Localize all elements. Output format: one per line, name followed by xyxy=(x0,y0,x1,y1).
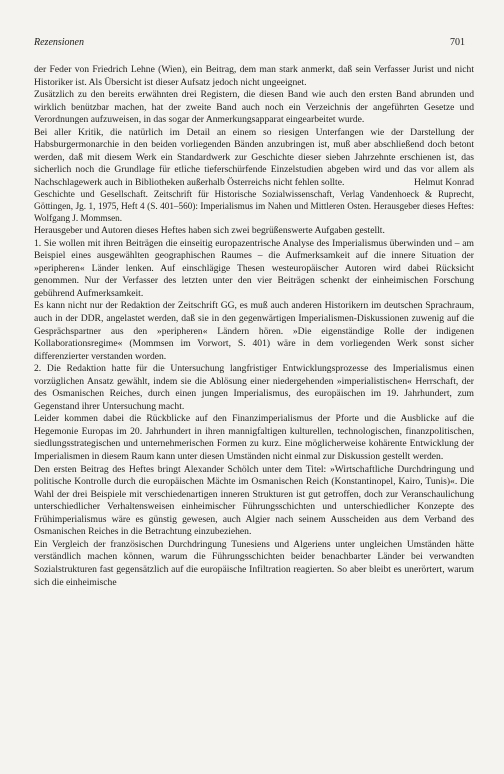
paragraph: Herausgeber und Autoren dieses Heftes haben sich zwei begrüßenswerte Aufgaben gestellt. xyxy=(34,225,385,237)
paragraph: 2. Die Redaktion hatte für die Untersuchung langfristiger Entwicklungsprozesse des Imperialismus einen vorzüglichen Ansatz gewählt, indem sie die Ablösung einer niedergehenden »imperialistischen« Herrschaft, der des Osmanischen Reiches, durch einen jungen Imperialismus, des europäischen im 19. Jahrhundert, zum Gegenstand ihrer Untersuchung macht. xyxy=(34,363,474,412)
paragraph: Zusätzlich zu den bereits erwähnten drei Registern, die diesen Band wie auch den ersten Band abrunden und wirklich benützbar machen, hat der zweite Band auch noch ein Verzeichnis der angeführten Gesetze und Verordnungen aufzuweisen, in das sogar der Anmerkungsapparat eingearbeitet wurde. xyxy=(34,89,474,126)
page-number: 701 xyxy=(450,37,465,48)
paragraph: der Feder von Friedrich Lehne (Wien), ein Beitrag, dem man stark anmerkt, daß sein Verfasser Jurist und nicht Historiker ist. Als Übersicht ist dieser Aufsatz jedoch nicht ungeeignet. xyxy=(34,64,474,88)
paragraph: Ein Vergleich der französischen Durchdringung Tunesiens und Algeriens unter ungleichen Umständen hätte verständlich machen können, warum die Führungsschichten beider benachbarter Länder bei verwandten Sozialstrukturen fast gegensätzlich auf die europäische Infiltration reagierten. So aber bleibt es unerörtert, warum sich die einheimische xyxy=(34,538,474,588)
paragraph: Leider kommen dabei die Rückblicke auf den Finanzimperialismus der Pforte und die Ausblicke auf die Hegemonie Europas im 20. Jahrhundert in ihren mannigfaltigen kulturellen, technologischen, finanzpolitischen, siedlungsstrategischen und unternehmerischen Formen zu kurz. Eine möglicherweise kohärente Entwicklung der Imperialismen in diesem Raum kann unter diesen Umständen nicht einmal zur Diskussion gestellt werden. xyxy=(34,413,474,463)
closing-text: Bei aller Kritik, die natürlich im Detail an einem so riesigen Unterfangen wie der Darstellung der Habsburgermonarchie in den beiden vorliegenden Bänden anzubringen ist, muß aber abschließend doch betont werden, daß mit diesem Werk ein Standardwerk zur Geschichte dieser sieben Jahrzehnte erschienen ist, das sicherlich noch die Grundlage für etliche tieferschürfende Einzelstudien abgeben wird und das vor allem als Nachschlagewerk auch in Bibliotheken außerhalb Österreichs nicht fehlen sollte. xyxy=(34,126,474,188)
closing-paragraph xyxy=(34,127,474,190)
paragraph: 1. Sie wollen mit ihren Beiträgen die einseitig europazentrische Analyse des Imperialismus überwinden und – am Beispiel eines ausgewählten geographischen Raumes – die Aufmerksamkeit auf die innere Situation der »peripheren« Länder lenken. Auf einschlägige Thesen westeuropäischer Autoren wird dabei Rücksicht genommen. Nur der Verfasser des letzten unter den vier Beiträgen schenkt der einheimischen Forschung gebührend Aufmerksamkeit. xyxy=(34,237,474,299)
page-body xyxy=(34,64,474,589)
paragraph: Es kann nicht nur der Redaktion der Zeitschrift GG, es muß auch anderen Historikern im deutschen Sprachraum, auch in der DDR, angelastet werden, daß sie in den gegenwärtigen Imperialismen-Diskussionen zuwenig auf die Gesprächspartner aus den »peripheren« Ländern hören. »Die eigenständige Rolle der indigenen Kollaborationsregime« (Mommsen im Vorwort, S. 401) wäre in dem vorliegenden Werk sonst sicher differenzierter verstanden worden. xyxy=(34,300,474,362)
running-header: Rezensionen xyxy=(34,37,84,48)
reviewer-signature: Helmut Konrad xyxy=(414,176,474,188)
paragraph: Den ersten Beitrag des Heftes bringt Alexander Schölch unter dem Titel: »Wirtschaftliche Durchdringung und politische Kontrolle durch die europäischen Mächte im Osmanischen Reich (Konstantinopel, Kairo, Tunis)«. Die Wahl der drei Beispiele mit verschiedenartigen inneren Strukturen ist gut getroffen, doch zur Veranschaulichung unterschiedlicher Verhaltensweisen einheimischer Führungsschichten und unterschiedlicher Konzepte des Frühimperialismus wäre es günstig gewesen, auch Algier nach seinem Ausscheiden aus dem Verband des Osmanischen Reiches in die Betrachtung einzubeziehen. xyxy=(34,463,474,538)
bibliographic-citation: Geschichte und Gesellschaft. Zeitschrift für Historische Sozialwissenschaft, Verlag Vandenhoeck & Ruprecht, Göttingen, Jg. 1, 1975, Heft 4 (S. 401–560): Imperialismus im Nahen und Mittleren Osten. Herausgeber dieses Heftes: Wolfgang J. Mommsen. xyxy=(34,189,474,224)
